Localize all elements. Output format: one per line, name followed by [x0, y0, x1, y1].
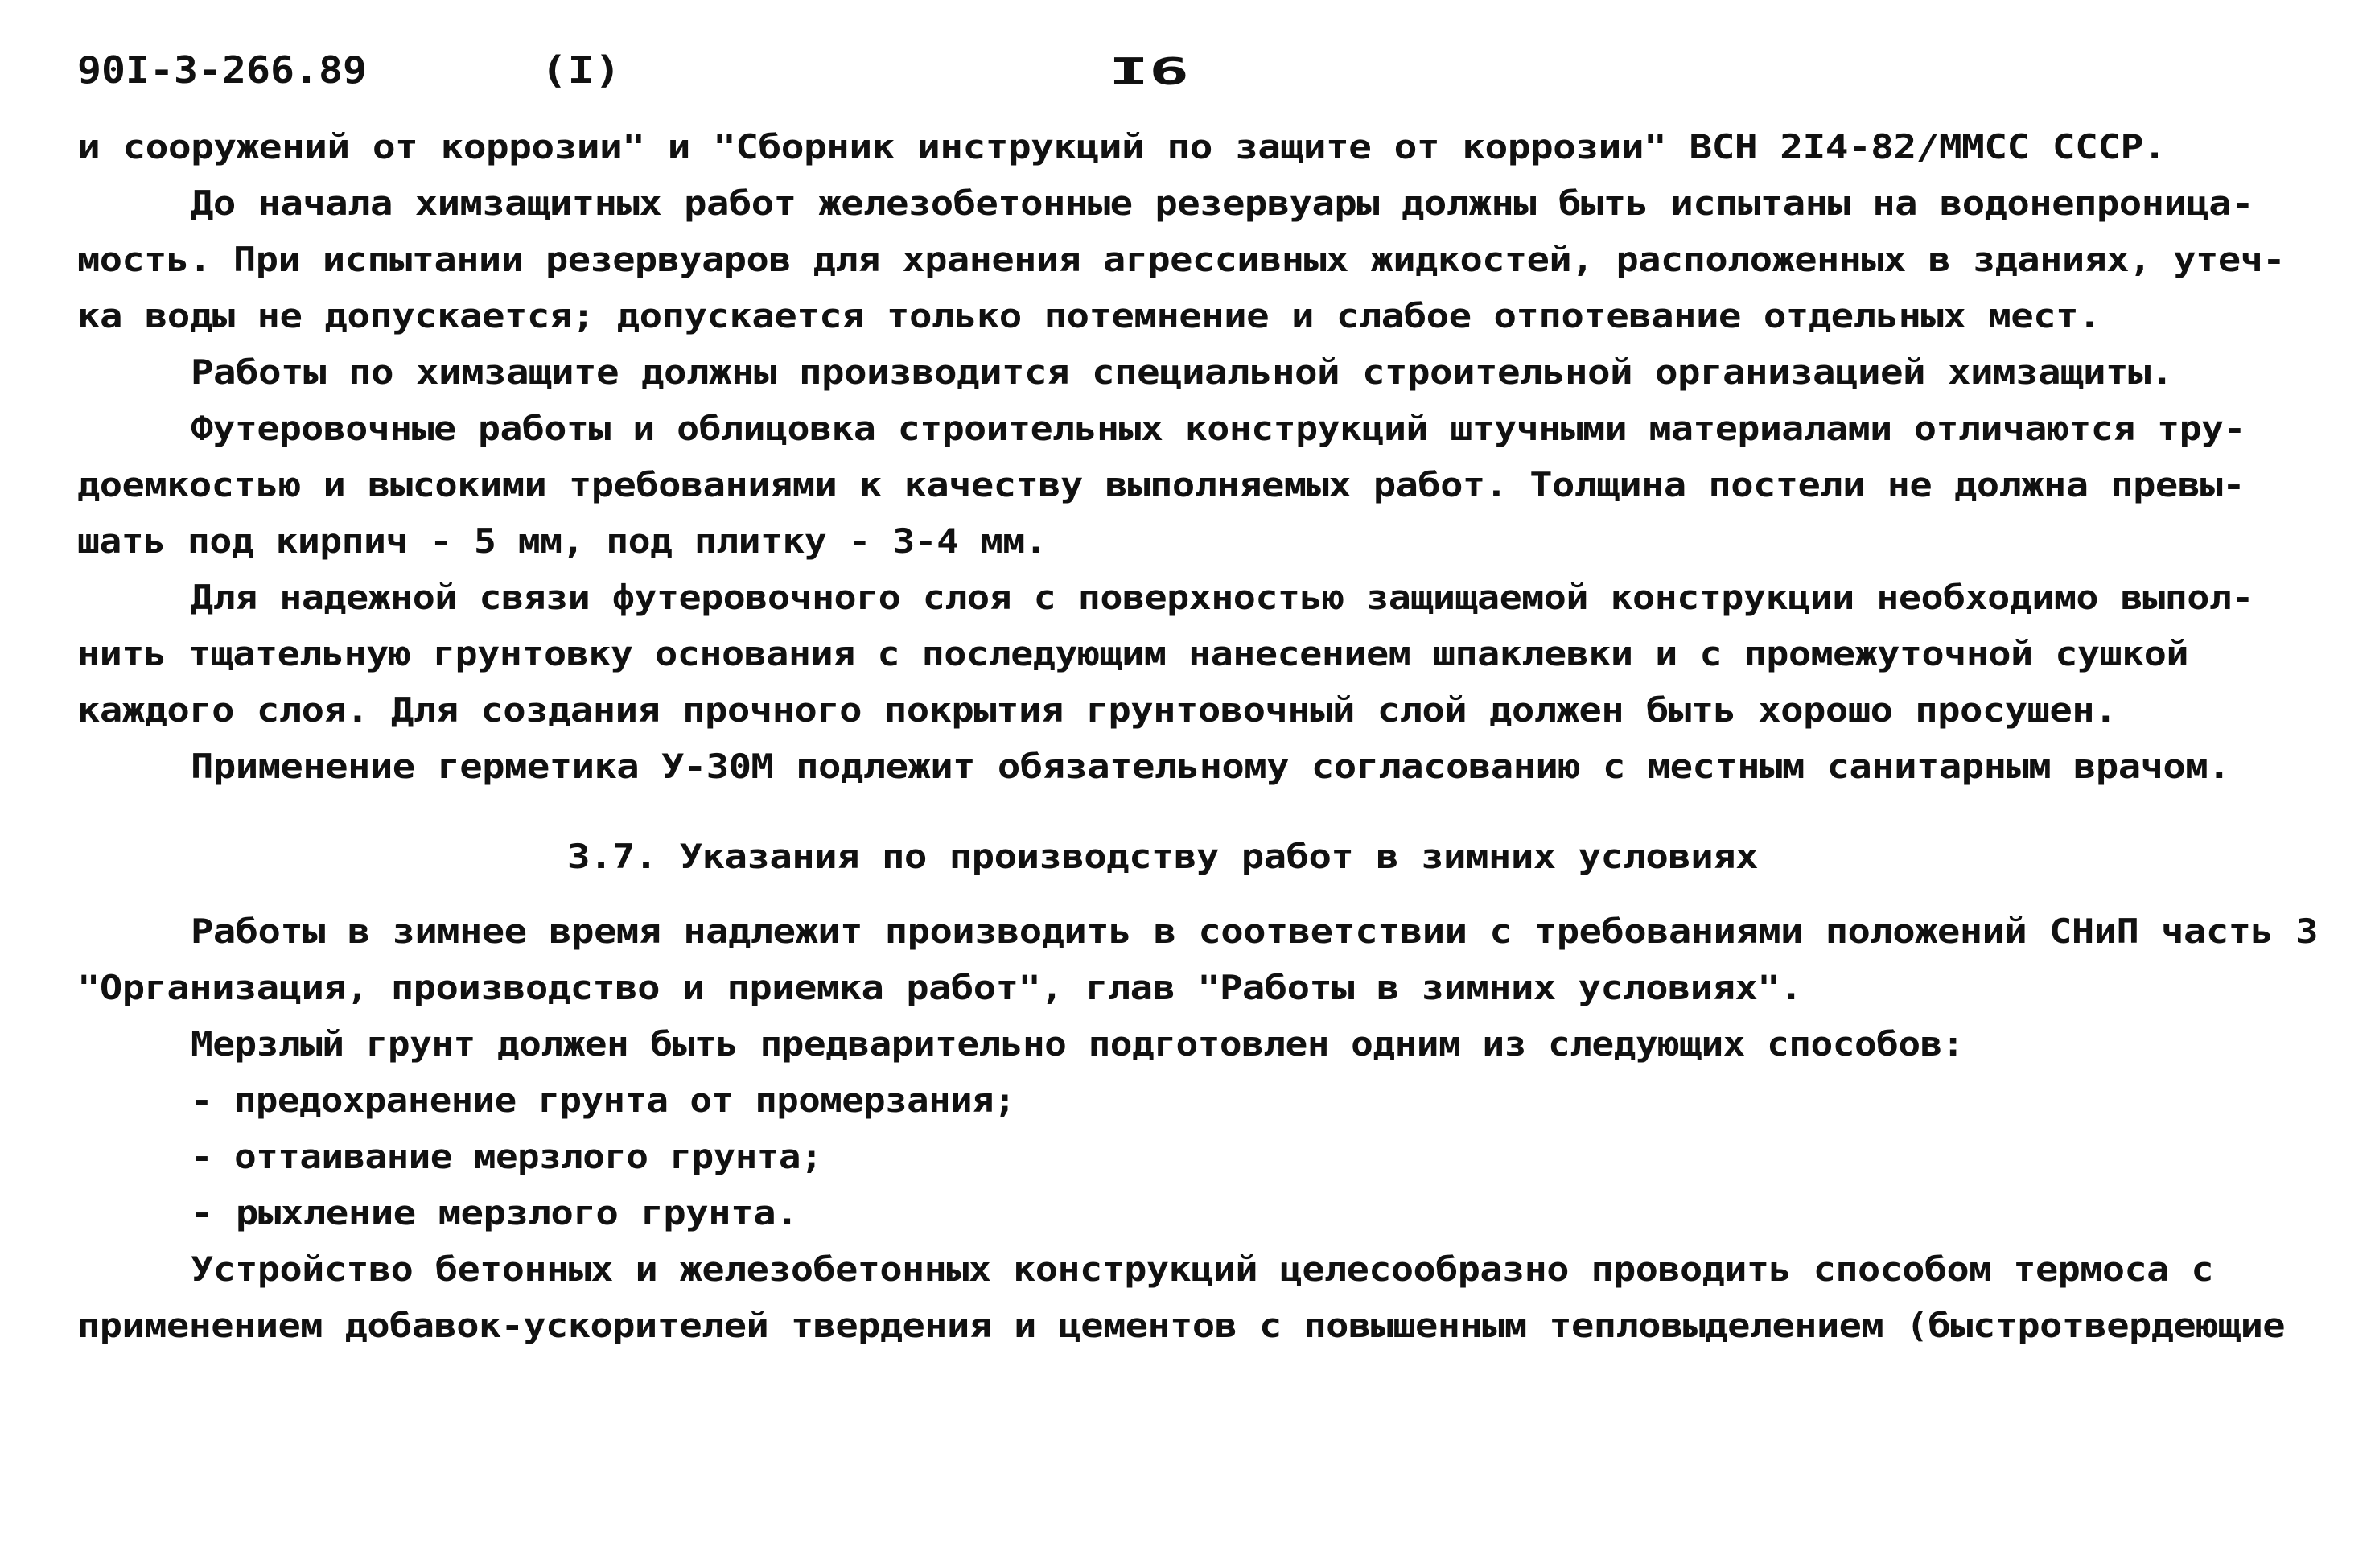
list-item: - оттаивание мерзлого грунта; — [191, 1137, 822, 1176]
text-line: шать под кирпич - 5 мм, под плитку - 3-4 мм. — [77, 521, 1047, 561]
list-item: - предохранение грунта от промерзания; — [191, 1080, 1015, 1120]
text-line: "Организация, производство и приемка работ", глав "Работы в зимних условиях". — [77, 968, 1802, 1007]
text-line: доемкостью и высокими требованиями к качеству выполняемых работ. Толщина постели не должна превы- — [77, 465, 2245, 504]
text-line: каждого слоя. Для создания прочного покрытия грунтовочный слой должен быть хорошо просушен. — [77, 690, 2117, 730]
text-line: Футеровочные работы и облицовка строительных конструкций штучными материалами отличаются тру- — [191, 409, 2245, 448]
section-heading: 3.7. Указания по производству работ в зимних условиях — [567, 837, 1758, 876]
text-line: Мерзлый грунт должен быть предварительно подготовлен одним из следующих способов: — [191, 1024, 1964, 1064]
text-line: Работы в зимнее время надлежит производить в соответствии с требованиями положений СНиП часть 3 — [191, 912, 2318, 951]
document-code: 90I-3-266.89 — [77, 48, 367, 92]
issue-number: (I) — [541, 48, 621, 92]
text-line: применением добавок-ускорителей твердения и цементов с повышенным тепловыделением (быстротвердеющие — [77, 1306, 2285, 1345]
text-line: Работы по химзащите должны производится специальной строительной организацией химзащиты. — [191, 352, 2173, 392]
page-number: I6 — [1109, 50, 1189, 93]
text-line: Применение герметика У-30М подлежит обязательному согласованию с местным санитарным врачом. — [191, 747, 2230, 786]
text-line: нить тщательную грунтовку основания с последующим нанесением шпаклевки и с промежуточной сушкой — [77, 634, 2188, 673]
text-line: мость. При испытании резервуаров для хранения агрессивных жидкостей, расположенных в зданиях, утеч- — [77, 240, 2285, 279]
text-line: До начала химзащитных работ железобетонные резервуары должны быть испытаны на водонепроница- — [191, 183, 2254, 223]
text-line: ка воды не допускается; допускается только потемнение и слабое отпотевание отдельных мест. — [77, 296, 2101, 335]
text-line: Для надежной связи футеровочного слоя с поверхностью защищаемой конструкции необходимо выпол- — [191, 578, 2254, 617]
text-line: и сооружений от коррозии" и "Сборник инструкций по защите от коррозии" ВСН 2I4-82/ММСС СССР. — [77, 127, 2166, 167]
text-line: Устройство бетонных и железобетонных конструкций целесообразно проводить способом термоса с — [191, 1249, 2213, 1289]
list-item: - рыхление мерзлого грунта. — [191, 1193, 798, 1233]
